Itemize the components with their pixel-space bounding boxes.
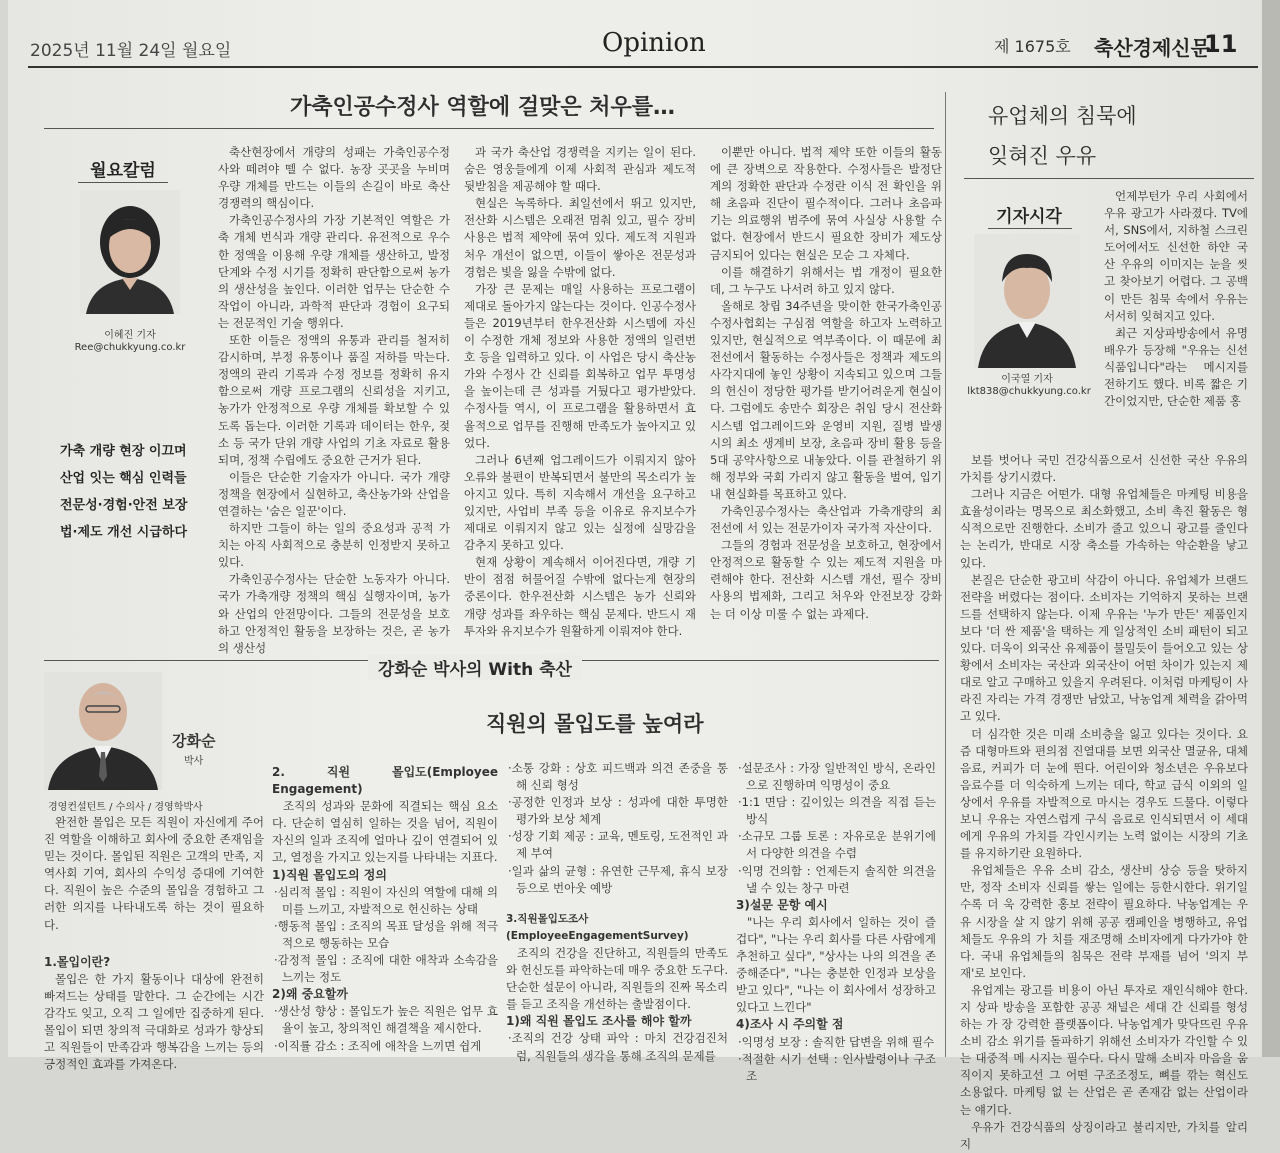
subsection-heading: 1)왜 직원 몰입도 조사를 해야 할까 bbox=[506, 1014, 692, 1029]
column3-headline: 직원의 몰입도를 높여라 bbox=[486, 712, 704, 736]
column3-author-affiliation: 경영컨설턴트 / 수의사 / 경영학박사 bbox=[48, 802, 203, 813]
column3-body-2 bbox=[272, 764, 498, 1057]
column2-label: 기자시각 bbox=[996, 207, 1062, 227]
column1-body-a bbox=[218, 144, 450, 655]
column2-headline-line2: 잊혀진 우유 bbox=[988, 144, 1097, 168]
series-title: 강화순 박사의 With 축산 bbox=[368, 655, 582, 680]
list-item: ·소규모 그룹 토론 : 자유로운 분위기에서 다양한 의견을 수렴 bbox=[738, 829, 936, 861]
masthead-section: Opinion bbox=[602, 28, 706, 58]
column1-body-c bbox=[710, 144, 942, 644]
masthead-date: 2025년 11월 24일 월요일 bbox=[30, 41, 232, 61]
paragraph: 언제부턴가 우리 사회에서 우유 광고가 사라졌다. TV에서, SNS에서, 지하철 스크린도어에서도 신선한 하얀 국산 우유의 이미지는 눈을 씻고 찾아보기 어렵다. 그 공백이 만든 침묵 속에서 우유는 서서히 잊혀지고 있다. bbox=[1104, 189, 1248, 323]
column3-author-photo bbox=[44, 672, 162, 790]
column2-author-email: lkt838@chukkyung.co.kr bbox=[967, 386, 1091, 397]
paragraph: 그러나 6년째 업그레이드가 이뤄지지 않아 오류와 불편이 반복되면서 불만의 목소리가 높아지고 있다. 특히 지속해서 개선을 요구하고 있지만, 사업비 부족 등을 이유로 유지보수가 제대로 이뤄지지 않고 있는 실정에 실망감을 감추지 못하고 있다. bbox=[464, 452, 696, 553]
column2-author-name: 이국열 기자 bbox=[1001, 374, 1053, 385]
paragraph: 그러나 지금은 어떤가. 대형 유업체들은 마케팅 비용을 효율성이라는 명목으로 최소화했고, 소비 촉진 활동은 형식적으로만 진행한다. 소비가 줄고 있으니 광고를 줄인다는 논리가, 반대로 시장 축소를 가속하는 악순환을 낳고 있다. bbox=[960, 487, 1248, 570]
column1-pull-quote bbox=[60, 438, 210, 546]
paragraph: 가장 큰 문제는 매일 사용하는 프로그램이 제대로 돌아가지 않는다는 것이다. 인공수정사들은 2019년부터 한우전산화 시스템에 자신이 수정한 개체 정보와 사용한 정액의 일련번호 등을 입력하고 있다. 이 사업은 당시 축산농가와 수정사 간 신뢰를 회복하고 업무 투명성을 높이는데 큰 성과를 거뒀다고 평가받았다. 수정사들 역시, 이 프로그램을 활용하면서 효율적으로 업무를 진행해 만족도가 높아지고 있었다. bbox=[464, 281, 696, 450]
list-item: ·소통 강화 : 상호 피드백과 의견 존중을 통해 신뢰 형성 bbox=[508, 761, 728, 793]
list-item: ·생산성 향상 : 몰입도가 높은 직원은 업무 효율이 높고, 창의적인 해결책을 제시한다. bbox=[274, 1004, 498, 1036]
column2-author-photo bbox=[974, 234, 1080, 368]
masthead-issue: 제 1675호 bbox=[994, 37, 1071, 56]
column1-author-email: Ree@chukkyung.co.kr bbox=[74, 342, 186, 353]
column-divider bbox=[945, 92, 946, 1057]
page-edge-shadow bbox=[1262, 0, 1280, 1057]
subsection-heading: 1)직원 몰입도의 정의 bbox=[272, 867, 387, 882]
list-item: ·행동적 몰입 : 조직의 목표 달성을 위해 적극적으로 행동하는 모습 bbox=[274, 918, 498, 950]
column2-body-wide bbox=[960, 452, 1248, 1151]
paragraph: 유업체들은 우유 소비 감소, 생산비 상승 등을 탓하지만, 정작 소비자 신뢰를 쌓는 일에는 등한시한다. 위기일수록 더 욱 강력한 홍보 전략이 필요하다. 낙농업계는 우유 시장을 살 지 않기 위해 공공 캠페인을 병행하고, 유업체들도 우유의 가 치를 재조명해 소비자에게 다가가야 한다. 국내 유업체들의 침묵은 전략 부재를 넘어 '의지 부재'로 보인다. bbox=[960, 863, 1248, 980]
column3-body-3 bbox=[506, 760, 728, 1063]
masthead-paper-name: 축산경제신문 bbox=[1094, 36, 1210, 60]
list-item: ·적절한 시기 선택 : 인사발령이나 구조조 bbox=[738, 1051, 936, 1083]
paragraph: 올해로 창립 34주년을 맞이한 한국가축인공수정사협회는 구심점 역할을 하고자 노력하고 있지만, 현실적으로 역부족이다. 이 때문에 최전선에서 활동하는 수정사들은 정책과 제도의 사각지대에 놓인 상황이 지속되고 있으며 그들의 헌신이 정당한 평가를 받기어려운게 현실이다. 그럼에도 송만수 회장은 취임 당시 전산화 시스템 업그레이드와 운영비 지원, 질병 발생시의 최소 생계비 보장, 초음파 장비 활용 등을 5대 공약사항으로 내놓았다. 이를 관철하기 위해 정부와 국회 가리지 않고 활동을 벌여, 입기 내 현실화를 목표하고 있다. bbox=[710, 298, 942, 501]
paragraph: 보를 벗어나 국민 건강식품으로서 신선한 국산 우유의 가치를 상기시켰다. bbox=[960, 453, 1248, 485]
list-item: ·공정한 인정과 보상 : 성과에 대한 투명한 평가와 보상 체계 bbox=[508, 795, 728, 827]
column2-headline-rule bbox=[964, 178, 1254, 179]
list-item: ·1:1 면담 : 깊이있는 의견을 직접 듣는 방식 bbox=[738, 795, 936, 827]
paragraph: 최근 지상파방송에서 유명 배우가 등장해 "우유는 신선식품입니다"라는 메시지를 전하기도 했다. 비록 짧은 기간이었지만, 단순한 제품 홍 bbox=[1104, 325, 1248, 409]
paragraph: 가축인공수정사는 단순한 노동자가 아니다. 국가 가축개량 정책의 핵심 실행자이며, 농가와 산업의 안전망이다. 그들의 전문성을 보호하고 안정적인 활동을 보장하는 것은, 곧 농가의 생산성 bbox=[218, 572, 450, 655]
pull-quote-line: 전문성·경험·안전 보장 bbox=[60, 498, 188, 513]
section-heading: 1.몰입이란? bbox=[44, 954, 111, 969]
pull-quote-line: 법·제도 개선 시급하다 bbox=[60, 525, 188, 540]
paragraph: 축산현장에서 개량의 성패는 가축인공수정사와 떼려야 뗄 수 없다. 농장 곳곳을 누비며 우량 개체를 만드는 이들의 손길이 바로 축산 경쟁력의 핵심이다. bbox=[218, 145, 450, 211]
paragraph: "나는 우리 회사에서 일하는 것이 즐겁다", "나는 우리 회사를 다른 사람에게 추천하고 싶다", "상사는 나의 의견을 존중해준다", "나는 충분한 인정과 보상을 받고 있다", "나는 이 회사에서 성장하고 있다고 느낀다" bbox=[736, 914, 936, 1015]
paragraph: 또한 이들은 정액의 유통과 관리를 철저히 감시하며, 부정 유통이나 품질 저하를 막는다. 정액의 관리 기록과 수정 정보를 정확히 유지함으로써 개량 프로그램의 신뢰성을 지키고, 농가가 안정적으로 우량 개체를 확보할 수 있도록 돕는다. 이러한 기록과 데이터는 한우, 젖소 등 국가 단위 개량 사업의 기초 자료로 활용되며, 정책 수립에도 중요한 근거가 된다. bbox=[218, 333, 450, 467]
list-item: ·심리적 몰입 : 직원이 자신의 역할에 대해 의미를 느끼고, 자발적으로 헌신하는 상태 bbox=[274, 884, 498, 916]
masthead-rule bbox=[28, 66, 1258, 68]
paragraph: 조직의 성과와 문화에 직결되는 핵심 요소다. 단순히 열심히 일하는 것을 넘어, 직원이 자신의 일과 조직에 얼마나 깊이 연결되어 있고, 열정을 가지고 있는지를 나타내는 지표다. bbox=[272, 799, 498, 865]
list-item: ·설문조사 : 가장 일반적인 방식, 온라인으로 진행하며 익명성이 중요 bbox=[738, 761, 936, 793]
column2-headline-line1: 유업체의 침묵에 bbox=[988, 104, 1137, 128]
paragraph: 과 국가 축산업 경쟁력을 지키는 일이 된다. 숨은 영웅들에게 이제 사회적 관심과 제도적 뒷받침을 제공해야 할 때다. bbox=[464, 145, 696, 194]
paragraph: 조직의 건강을 진단하고, 직원들의 만족도와 헌신도를 파악하는데 매우 중요한 도구다. 단순한 설문이 아니라, 직원들의 진짜 목소리를 듣고 조직을 개선하는 출발점이다. bbox=[506, 945, 728, 1012]
column1-author-photo bbox=[80, 190, 180, 314]
column3-body-1 bbox=[44, 814, 264, 1072]
paragraph: 이를 해결하기 위해서는 법 개정이 필요한데, 그 누구도 나서려 하고 있지 않다. bbox=[710, 264, 942, 296]
paragraph: 그들의 경험과 전문성을 보호하고, 현장에서 안정적으로 활동할 수 있는 제도적 지원을 마련해야 한다. 전산화 시스템 개선, 필수 장비 사용의 법제화, 그리고 처우와 안전보장 강화는 더 이상 미룰 수 없는 과제다. bbox=[710, 538, 942, 621]
list-item: ·감정적 몰입 : 조직에 대한 애착과 소속감을 느끼는 정도 bbox=[274, 953, 498, 985]
newspaper-page bbox=[8, 0, 1262, 1151]
paragraph: 이뿐만 아니다. 법적 제약 또한 이들의 활동에 큰 장벽으로 작용한다. 수정사들은 발정단계의 정확한 판단과 수정란 이식 전 확인을 위해 초음파 진단이 필수적이다. 그러나 초음파기는 의료행위 범주에 묶여 사실상 사용할 수 없다. 현장에서 반드시 필요한 장비가 제도상 금지되어 있다는 현실은 모순 그 자체다. bbox=[710, 145, 942, 262]
section-heading: 2. 직원 몰입도(Employee Engagement) bbox=[272, 765, 498, 797]
paragraph: 가축인공수정사의 가장 기본적인 역할은 가축 개체 번식과 개량 관리다. 유전적으로 우수한 정액을 이용해 우량 개체를 생산하고, 발정단계와 수정 시기를 정확히 판단함으로써 농가의 생산성을 높인다. 이러한 업무는 단순한 수작업이 아니라, 과학적 판단과 경험이 요구되는 전문적인 기술 행위다. bbox=[218, 213, 450, 330]
paragraph: 우유가 건강식품의 상징이라고 불리지만, 가치를 알리지 bbox=[960, 1119, 1248, 1151]
paragraph: 현실은 녹록하다. 최일선에서 뛰고 있지만, 전산화 시스템은 오래전 멈춰 있고, 필수 장비 사용은 법적 제약에 묶여 있다. 제도적 지원과 처우 개선이 없으면, 이들이 쌓아온 전문성과 경험은 빛을 잃을 수밖에 없다. bbox=[464, 196, 696, 279]
paragraph: 현재 상황이 계속해서 이어진다면, 개량 기반이 점점 허물어질 수밖에 없다는게 현장의 중론이다. 한우전산화 시스템은 농가 신뢰와 개량 성과를 좌우하는 핵심 문제다. 반드시 재투자와 유지보수가 원활하게 이뤄져야 한다. bbox=[464, 555, 696, 638]
paragraph: 유업계는 광고를 비용이 아닌 투자로 재인식해야 한다. 지 상파 방송을 포함한 공공 채널은 세대 간 신뢰를 형성하는 가 장 강력한 플랫폼이다. 낙농업계가 맞닥뜨린 우유 소비 감소 위기를 돌파하기 위해선 소비자가 각인할 수 있는 대중적 메 시지는 필수다. 다시 말해 소비자 마음을 움직이지 못하고선 그 어떤 구조조정도, 뼈를 깎는 혁신도 소용없다. 마케팅 없 는 산업은 곧 존재감 없는 산업이라는 얘기다. bbox=[960, 982, 1248, 1117]
list-item: ·성장 기회 제공 : 교육, 멘토링, 도전적인 과제 부여 bbox=[508, 829, 728, 861]
column3-body-4 bbox=[736, 760, 936, 1083]
column3-author-title: 박사 bbox=[184, 756, 204, 767]
masthead-page-number: 11 bbox=[1204, 30, 1238, 58]
paragraph: 본질은 단순한 광고비 삭감이 아니다. 유업체가 브랜드 전략을 버렸다는 점이다. 소비자는 기억하지 못하는 브랜드를 선택하지 않는다. 이제 우유는 '누가 만든' 제품인지보다 '더 싼 제품'을 택하는 게 일상적인 소비 패턴이 되고 있다. 더욱이 외국산 유제품이 물밀듯이 들어오고 있는 상황에서 소비자는 국산과 외국산이 어떤 차이가 있는지 제대로 알고 구매하고 있을지 우려된다. 이처럼 마케팅이 사라진 자리는 가격 경쟁만 남았고, 낙농업계 체력을 갉아먹고 있다. bbox=[960, 572, 1248, 724]
paragraph: 몰입은 한 가지 활동이나 대상에 완전히 빠져드는 상태를 말한다. 그 순간에는 시간 감각도 잊고, 오직 그 일에만 집중하게 된다. 몰입이 되면 창의적 극대화로 성과가 향상되고 직원들이 만족감과 행복감을 느끼는 등의 긍정적인 효과를 가져온다. bbox=[44, 971, 264, 1072]
paragraph: 더 심각한 것은 미래 소비층을 잃고 있다는 것이다. 요즘 대형마트와 편의점 진열대를 보면 외국산 멸균유, 대체 음료, 커피가 더 눈에 띈다. 어린이와 청소년은 우유보다 음료수를 더 익숙하게 느끼는 데다, 학교 급식 이외의 일상에서 우유를 자발적으로 마시는 경우도 드물다. 이렇다 보니 우유는 자연스럽게 구식 음료로 인식되면서 이 세대에게 우유의 가치를 각인시키는 노력 없이는 시장의 기초를 유지하기란 요원하다. bbox=[960, 726, 1248, 861]
list-item: ·일과 삶의 균형 : 유연한 근무제, 휴식 보장 등으로 번아웃 예방 bbox=[508, 863, 728, 895]
paragraph: 완전한 몰입은 모든 직원이 자신에게 주어진 역할을 이해하고 회사에 중요한 존재임을 믿는 것이다. 몰입된 직원은 고객의 만족, 지역사회 기여, 회사의 수익성 증대에 기여한다. 직원이 높은 수준의 몰입을 경험하고 그러한 의지를 나타내도록 하는 것이 필요하다. bbox=[44, 815, 264, 932]
subsection-heading: 4)조사 시 주의할 점 bbox=[736, 1017, 844, 1032]
list-item: ·조직의 건강 상태 파악 : 마치 건강검진처럼, 직원들의 생각을 통해 조직의 문제를 bbox=[508, 1031, 728, 1063]
column1-author-name: 이혜진 기자 bbox=[104, 330, 156, 341]
list-item: ·익명 건의함 : 언제든지 솔직한 의견을 낼 수 있는 창구 마련 bbox=[738, 863, 936, 895]
column2-label-rule bbox=[988, 228, 1072, 229]
paragraph: 이들은 단순한 기술자가 아니다. 국가 개량 정책을 현장에서 실현하고, 축산농가와 산업을 연결하는 '숨은 일꾼'이다. bbox=[218, 469, 450, 518]
column1-label-rule bbox=[78, 182, 168, 183]
column1-headline: 가축인공수정사 역할에 걸맞은 처우를… bbox=[290, 95, 676, 120]
pull-quote-line: 산업 잇는 핵심 인력들 bbox=[60, 471, 187, 486]
column1-body-b bbox=[464, 144, 696, 644]
pull-quote-line: 가축 개량 현장 이끄며 bbox=[60, 444, 187, 459]
paragraph: 가축인공수정사는 축산업과 가축개량의 최전선에 서 있는 전문가이자 국가적 자산이다. bbox=[710, 503, 942, 536]
list-item: ·이직률 감소 : 조직에 애착을 느끼면 쉽게 bbox=[274, 1038, 482, 1053]
subsection-heading: 3)설문 문항 예시 bbox=[736, 897, 828, 912]
subsection-heading: 2)왜 중요할까 bbox=[272, 987, 348, 1002]
column2-body-narrow bbox=[1104, 188, 1248, 452]
section-heading: 3.직원몰입도조사(EmployeeEngagementSurvey) bbox=[506, 912, 689, 942]
column3-author-name: 강화순 bbox=[172, 732, 216, 750]
paragraph: 하지만 그들이 하는 일의 중요성과 공적 가치는 아직 사회적으로 충분히 인정받지 못하고 있다. bbox=[218, 521, 450, 570]
column1-label: 월요칼럼 bbox=[90, 161, 156, 181]
column1-headline-rule bbox=[44, 128, 934, 129]
list-item: ·익명성 보장 : 솔직한 답변을 위해 필수 bbox=[738, 1034, 935, 1049]
